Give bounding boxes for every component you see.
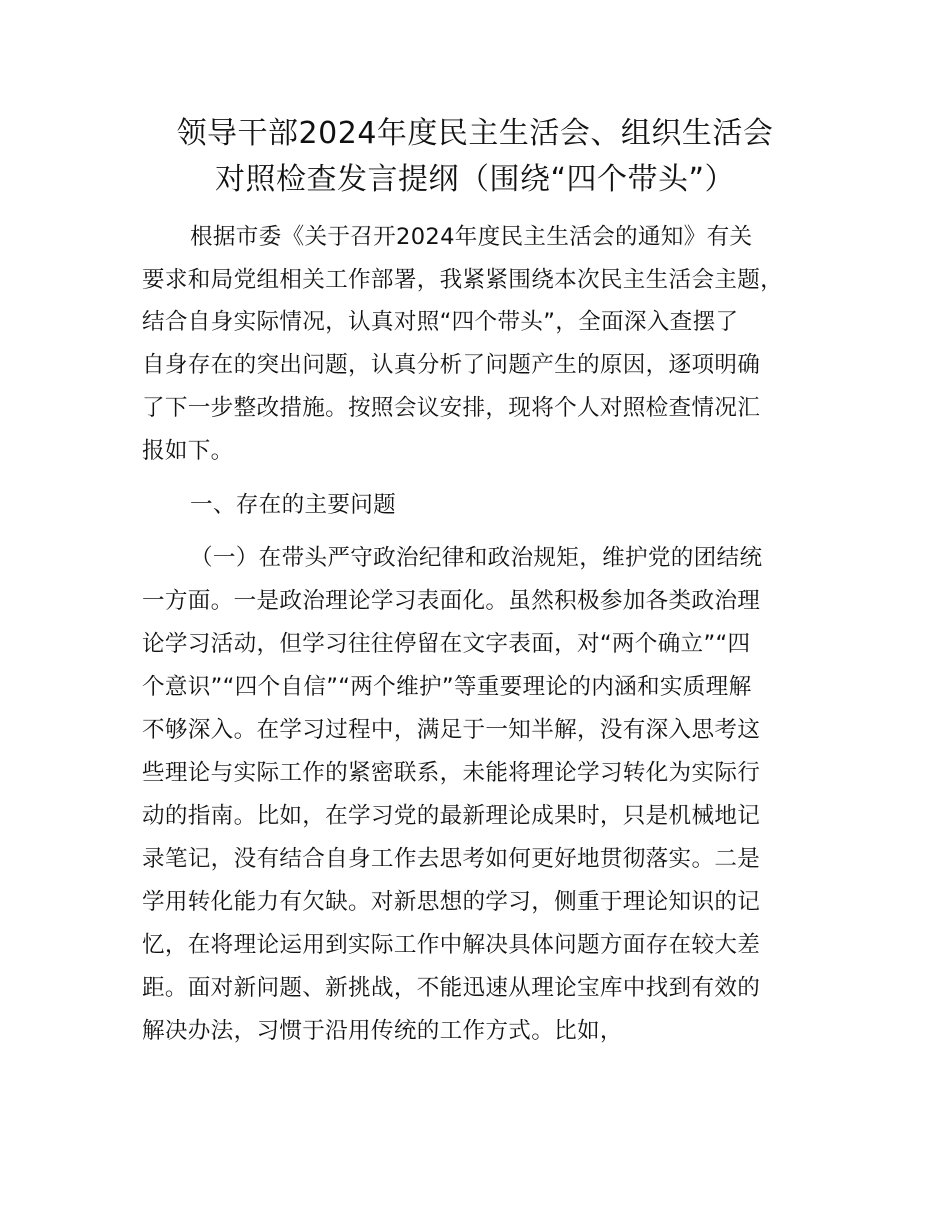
body-paragraph-line: 根据市委《关于召开2024年度民主生活会的通知》有关 (190, 224, 753, 250)
body-paragraph-line: 个意识”“四个自信”“两个维护”等重要理论的内涵和实质理解 (142, 674, 752, 700)
body-paragraph-line: 自身存在的突出问题，认真分析了问题产生的原因，逐项明确 (142, 352, 761, 378)
body-paragraph-line: 报如下。 (142, 438, 234, 464)
document-title-line-1: 领导干部2024年度民主生活会、组织生活会 (176, 116, 774, 151)
body-paragraph-line: 些理论与实际工作的紧密联系，未能将理论学习转化为实际行 (142, 760, 761, 786)
body-paragraph-line: 录笔记，没有结合自身工作去思考如何更好地贯彻落实。二是 (142, 846, 761, 872)
body-paragraph-line: 不够深入。在学习过程中，满足于一知半解，没有深入思考这 (142, 717, 761, 743)
body-paragraph-line: 一方面。一是政治理论学习表面化。虽然积极参加各类政治理 (142, 588, 761, 614)
document-title-line-2: 对照检查发言提纲（围绕“四个带头”） (214, 162, 736, 197)
body-paragraph-line: 学用转化能力有欠缺。对新思想的学习，侧重于理论知识的记 (142, 889, 761, 915)
body-paragraph-line: 动的指南。比如，在学习党的最新理论成果时，只是机械地记 (142, 803, 761, 829)
body-paragraph-line: 要求和局党组相关工作部署，我紧紧围绕本次民主生活会主题， (142, 267, 784, 293)
body-paragraph-line: 忆，在将理论运用到实际工作中解决具体问题方面存在较大差 (142, 932, 761, 958)
body-paragraph-line: 论学习活动，但学习往往停留在文字表面，对“两个确立”“四 (142, 631, 751, 657)
section-heading: 一、存在的主要问题 (190, 492, 397, 518)
body-paragraph-line: 了下一步整改措施。按照会议安排，现将个人对照检查情况汇 (142, 395, 761, 421)
body-paragraph-line: 结合自身实际情况，认真对照“四个带头”，全面深入查摆了 (142, 309, 739, 335)
body-paragraph-line: 解决办法，习惯于沿用传统的工作方式。比如， (142, 1018, 623, 1044)
body-paragraph-line: 距。面对新问题、新挑战，不能迅速从理论宝库中找到有效的 (142, 975, 761, 1001)
body-paragraph-line: （一）在带头严守政治纪律和政治规矩，维护党的团结统 (190, 545, 763, 571)
